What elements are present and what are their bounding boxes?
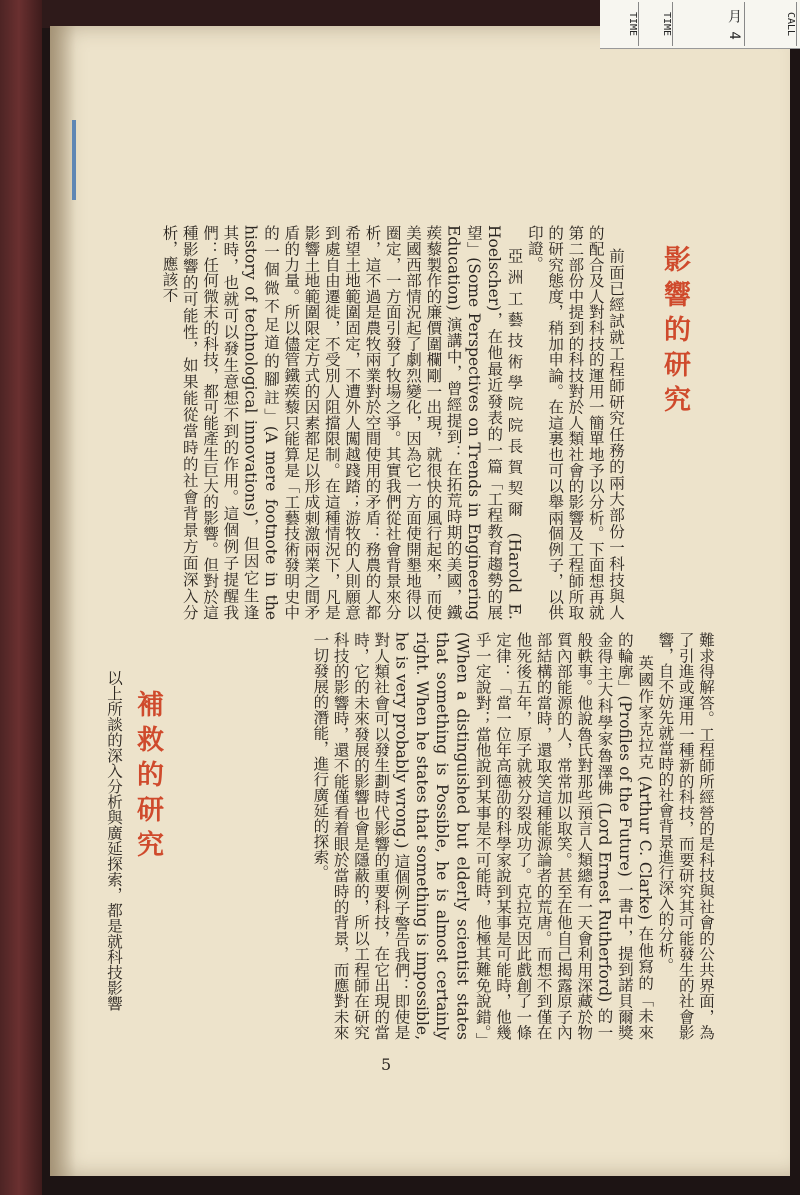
tab-call-label: CALL [756, 2, 797, 46]
blue-margin-mark [72, 120, 76, 200]
paragraph-5: 以上所談的深入分析與廣延探索，都是就科技影響 [105, 670, 123, 1011]
section-heading-remedial-study: 補救的研究 [132, 690, 163, 865]
section-heading-influence-study: 影響的研究 [659, 245, 690, 420]
paragraph-1: 前面已經試就工程師研究任務的兩大部份一科技與人的配合及人對科技的運用一簡單地予以分析。下面想再就第二部份中提到的科技對於人類社會的影響及工程師所取的研究態度，稍加申論。在這裏也可以舉兩個例子，以供印證。 [525, 225, 625, 620]
paragraph-3: 難求得解答。工程師所經營的是科技與社會的公共界面，為了引進或運用一種新的科技，而要研究其可能發生的社會影響，自不妨先就當時的社會背景進行深入的分析。 [656, 632, 715, 1040]
paragraph-4: 英國作家克拉克 (Arthur C. Clarke) 在他寫的「未來的輪廓」(Profiles of the Future) 一書中，提到諾貝爾獎金得主大科學家魯澤佛 (Lord Ernest Rutherford) 的一般軼事。他說魯氏對那些預言人類總有一天會利用深藏於物質內部能源的人，常常加以取笑。甚至在他自己揭露原子內部結構的當時，還取笑這種能源論者的荒唐。而想不到僅在他死後五年，原子就被分裂成功了。克拉克因此戲創了一條定律：「當一位年高德劭的科學家說到某事是可能時，他幾乎一定說對；當他說到某事是不可能時，他極其難免說錯。」(When a distinguished but elderly scientist states that something is Possible, he is almost certainly right. When he states that something is impossible, he is very probably wrong.) 這個例子警告我們：即使是對人類社會可以發生劃時代影響的重要科技，在它出現的當時，它的未來發展的影響也會是隱蔽的，所以工程師在研究科技的影響時，還不能僅看着眼於當時的背景，而應對未來一切發展的潛能，進行廣延的探索。 [311, 632, 655, 1040]
tab-time-label: TIME [616, 2, 639, 46]
library-index-tab [600, 0, 800, 49]
section3-text [96, 670, 124, 1050]
book-binding [0, 0, 42, 1195]
tab-time-label: TIME [650, 2, 673, 46]
page-number: 5 [381, 1055, 392, 1074]
lower-text-block [196, 632, 716, 1040]
upper-text-block [96, 225, 626, 620]
tab-month-label: 月 4 [684, 2, 745, 46]
paragraph-2: 亞洲工藝技術學院院長賀契爾 (Harold E. Hoelscher)，在他最近發表的一篇「工程教育趨勢的展望」(Some Perspectives on Trends in Engineering Education) 演講中，曾經提到：在拓荒時期的美國，鐵蒺藜製作的廉價圍欄剛一出現，就很快的風行起來，而使美國西部情況起了劇烈變化，因為它一方面使開墾地得以圈定，一方面引發了牧場之爭。其實我們從社會背景來分析，這不過是農牧兩業對於空間使用的矛盾：務農的人都希望土地範圍固定，不遭外人闖越踐踏；游牧的人則願意到處自由遷徙，不受別人阻擋限制。在這種情況下，凡是影響土地範圍限定方式的因素都足以形成刺激兩業之間矛盾的力量。所以儘管鐵蒺藜只能算是「工藝技術發明史中的一個微不足道的腳註」(A mere footnote in the history of technological innovations)，但因它生逢其時，也就可以發生意想不到的作用。這個例子提醒我們：任何微末的科技，都可能產生巨大的影響。但對於這種影響的可能性，如果能從當時的社會背景方面深入分析，應該不 [160, 225, 524, 620]
